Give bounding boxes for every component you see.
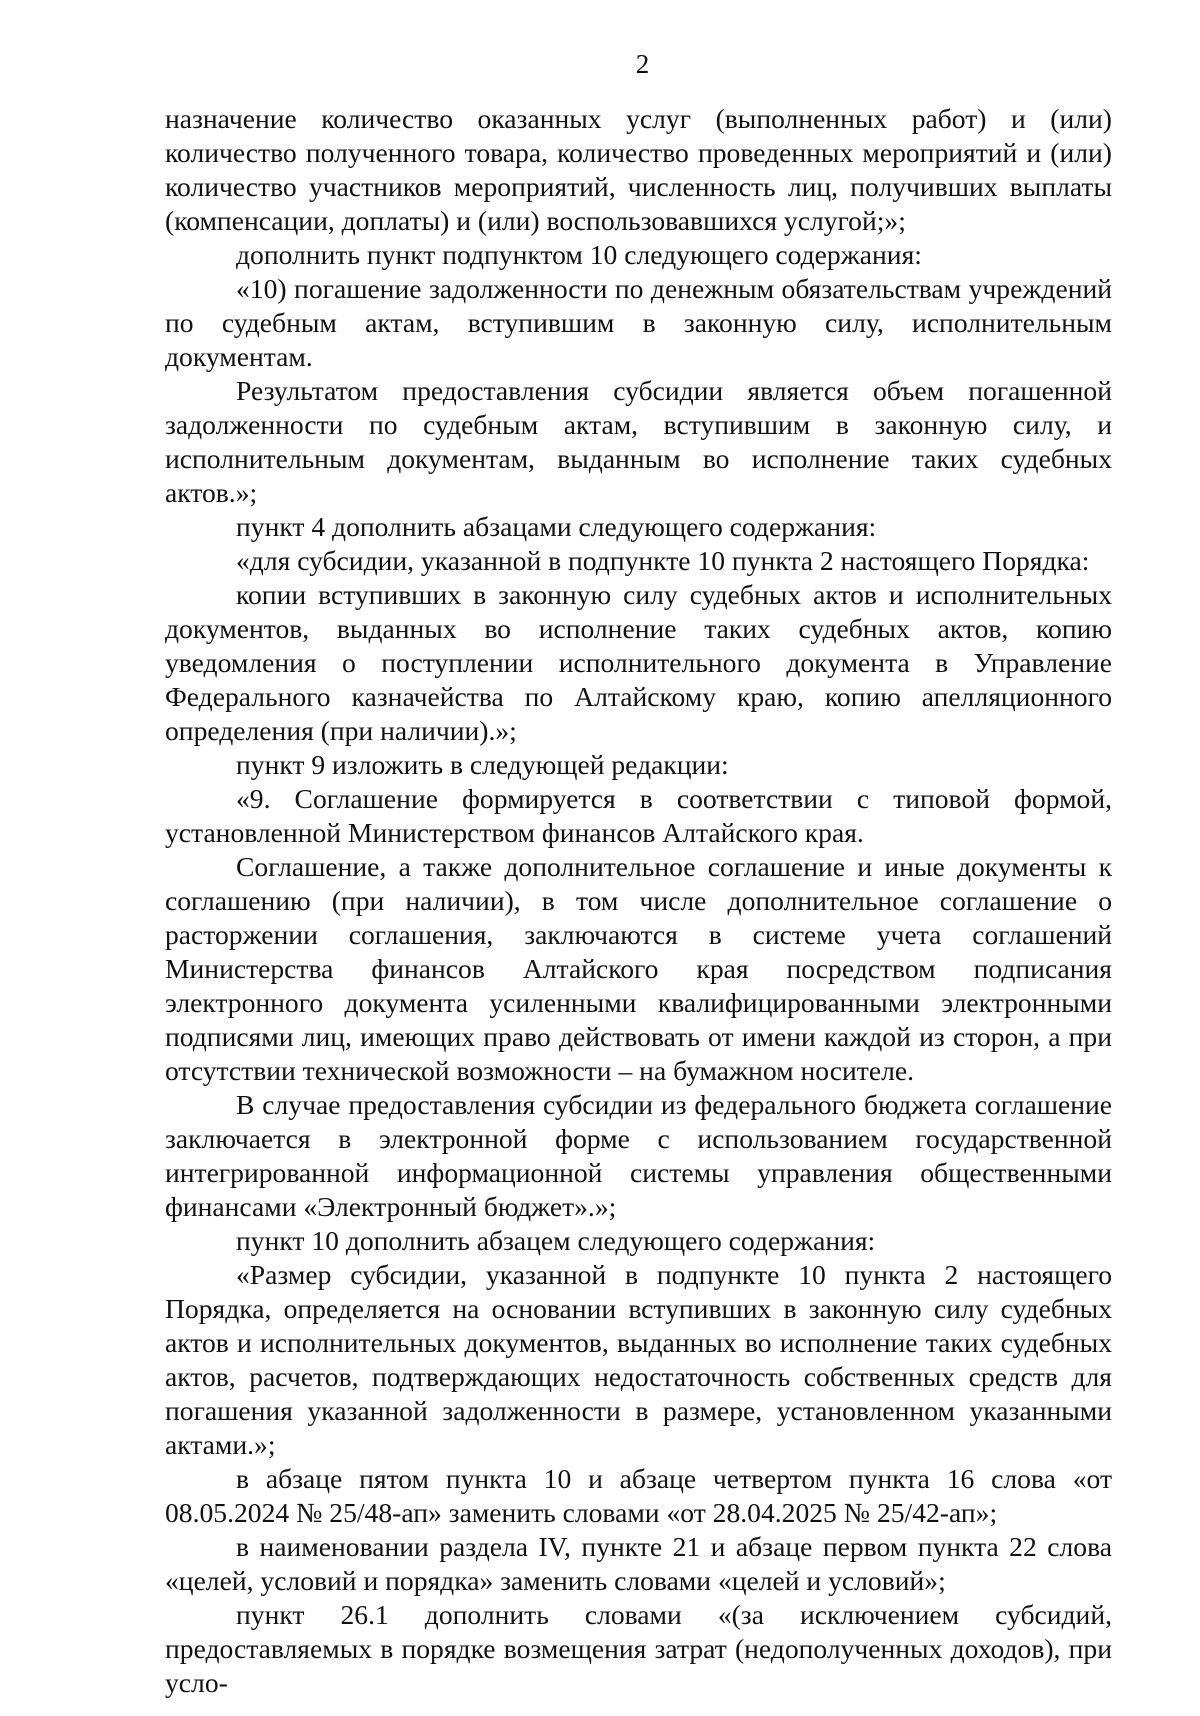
- paragraph: В случае предоставления субсидии из федерального бюджета соглашение заключается в электронной форме с использованием государственной интегрированной информационной системы управления общественными финансами «Электронный бюджет».»;: [165, 1089, 1112, 1222]
- page-number: 2: [635, 49, 650, 79]
- paragraph: «9. Соглашение формируется в соответствии с типовой формой, установленной Министерством финансов Алтайского края.: [165, 783, 1112, 848]
- paragraph: Результатом предоставления субсидии является объем погашенной задолженности по судебным актам, вступившим в законную силу, и исполнительным документам, выданным во исполнение таких судебных актов.»;: [165, 375, 1112, 508]
- paragraph: пункт 9 изложить в следующей редакции:: [236, 749, 729, 780]
- document-body: [165, 102, 1112, 1700]
- paragraph: назначение количество оказанных услуг (выполненных работ) и (или) количество полученного товара, количество проведенных мероприятий и (или) количество участников мероприятий, численность лиц, получивших выплаты (компенсации, доплаты) и (или) воспользовавшихся услугой;»;: [165, 103, 1112, 236]
- paragraph: «10) погашение задолженности по денежным обязательствам учреждений по судебным актам, вступившим в законную силу, исполнительным документам.: [165, 273, 1112, 372]
- paragraph: дополнить пункт подпунктом 10 следующего содержания:: [236, 239, 922, 270]
- paragraph: в наименовании раздела IV, пункте 21 и абзаце первом пункта 22 слова «целей, условий и порядка» заменить словами «целей и условий»;: [165, 1531, 1112, 1596]
- paragraph: пункт 10 дополнить абзацем следующего содержания:: [236, 1225, 876, 1256]
- paragraph: пункт 4 дополнить абзацами следующего содержания:: [236, 511, 877, 542]
- paragraph: «Размер субсидии, указанной в подпункте 10 пункта 2 настоящего Порядка, определяется на основании вступивших в законную силу судебных актов и исполнительных документов, выданных во исполнение таких судебных актов, расчетов, подтверждающих недостаточность собственных средств для погашения указанной задолженности в размере, установленном указанными актами.»;: [165, 1259, 1112, 1460]
- paragraph: пункт 26.1 дополнить словами «(за исключением субсидий, предоставляемых в порядке возмещения затрат (недополученных доходов), при усло-: [165, 1599, 1112, 1698]
- paragraph: в абзаце пятом пункта 10 и абзаце четвертом пункта 16 слова «от 08.05.2024 № 25/48-ап» заменить словами «от 28.04.2025 № 25/42-ап»;: [165, 1463, 1112, 1528]
- paragraph: копии вступивших в законную силу судебных актов и исполнительных документов, выданных во исполнение таких судебных актов, копию уведомления о поступлении исполнительного документа в Управление Федерального казначейства по Алтайскому краю, копию апелляционного определения (при наличии).»;: [165, 579, 1112, 746]
- paragraph: Соглашение, а также дополнительное соглашение и иные документы к соглашению (при наличии), в том числе дополнительное соглашение о расторжении соглашения, заключаются в системе учета соглашений Министерства финансов Алтайского края посредством подписания электронного документа усиленными квалифицированными электронными подписями лиц, имеющих право действовать от имени каждой из сторон, а при отсутствии технической возможности – на бумажном носителе.: [165, 851, 1112, 1086]
- paragraph: «для субсидии, указанной в подпункте 10 пункта 2 настоящего Порядка:: [236, 545, 1090, 576]
